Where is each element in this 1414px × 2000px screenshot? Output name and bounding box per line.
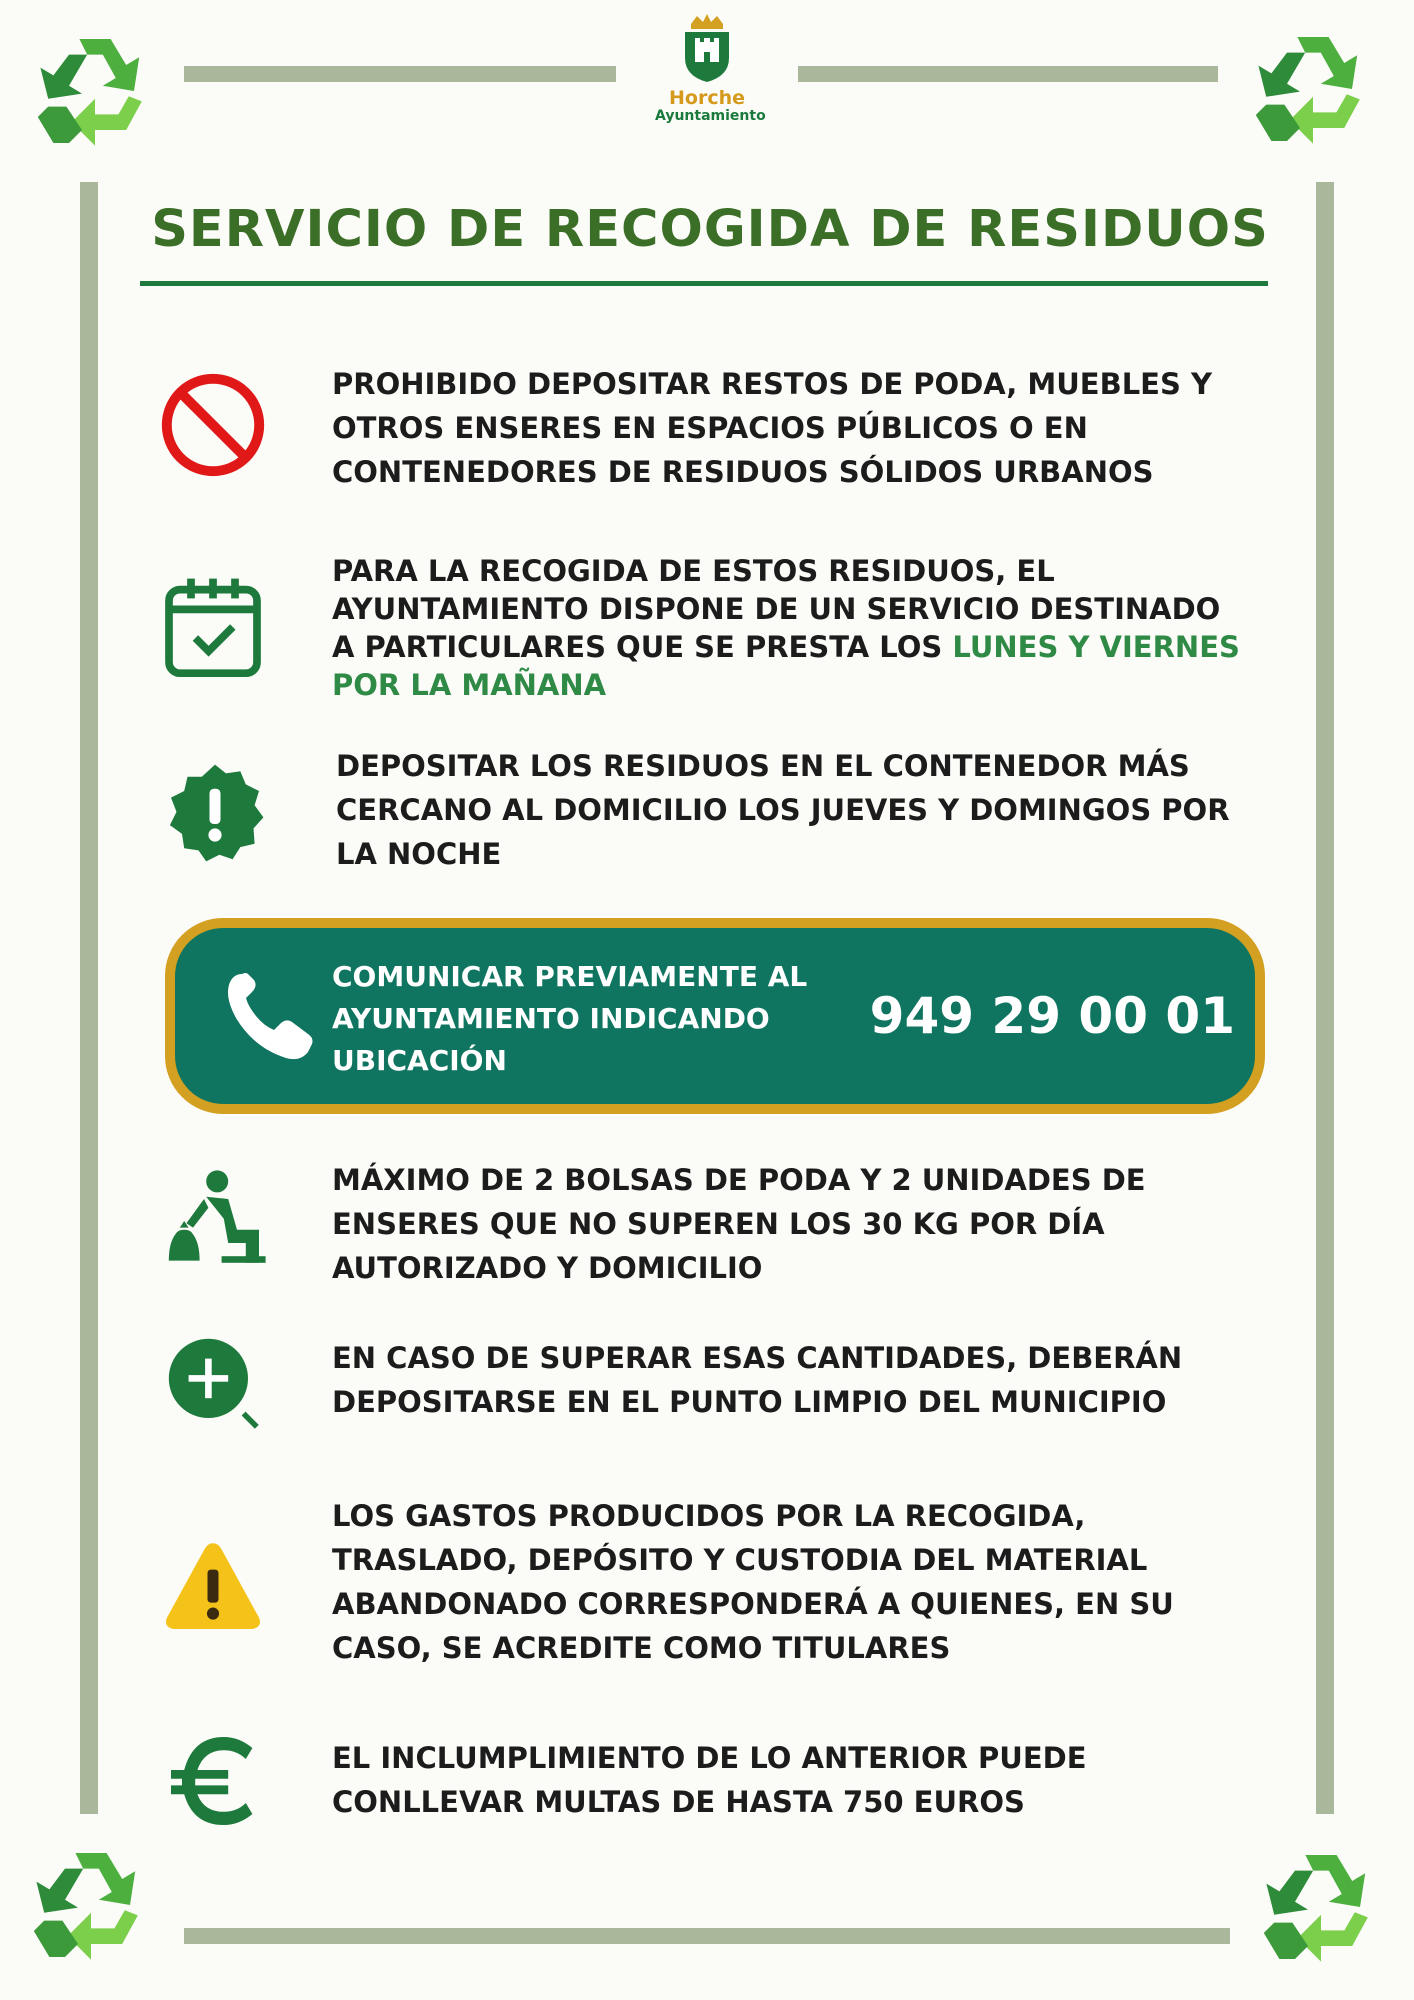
frame-bottom-bar xyxy=(184,1928,1230,1944)
recycle-icon xyxy=(1248,24,1378,154)
phone-number[interactable]: 949 29 00 01 xyxy=(869,987,1235,1045)
logo-subtitle: Ayuntamiento xyxy=(655,108,766,124)
contact-callout xyxy=(165,918,1265,1114)
schedule-highlight: LUNES Y VIERNES POR LA MAÑANA xyxy=(332,630,1240,702)
frame-left-bar xyxy=(80,182,98,1814)
recycle-icon xyxy=(30,26,160,156)
contact-text: COMUNICAR PREVIAMENTE AL AYUNTAMIENTO INDICANDO UBICACIÓN xyxy=(332,960,808,1077)
zoom-plus-icon xyxy=(160,1330,270,1440)
rule-item-text xyxy=(332,552,1252,704)
rule-item-text: LOS GASTOS PRODUCIDOS POR LA RECOGIDA, TRASLADO, DEPÓSITO Y CUSTODIA DEL MATERIAL ABANDONADO CORRESPONDERÁ A QUIENES, EN SU CASO, SE ACREDITE COMO TITULARES xyxy=(332,1499,1174,1665)
exclamation-badge-icon xyxy=(160,758,270,868)
calendar-check-icon xyxy=(158,572,268,682)
recycle-icon xyxy=(26,1840,156,1970)
rule-item-text-main: PARA LA RECOGIDA DE ESTOS RESIDUOS, EL AYUNTAMIENTO DISPONE DE UN SERVICIO DESTINADO A PARTICULARES QUE SE PRESTA LOS xyxy=(332,554,1221,664)
page-title: SERVICIO DE RECOGIDA DE RESIDUOS xyxy=(151,200,1269,259)
logo-name: Horche xyxy=(669,87,745,109)
frame-top-left-bar xyxy=(184,66,616,82)
coat-of-arms-icon xyxy=(677,14,737,84)
rule-item-text: MÁXIMO DE 2 BOLSAS DE PODA Y 2 UNIDADES DE ENSERES QUE NO SUPEREN LOS 30 KG POR DÍA AUTORIZADO Y DOMICILIO xyxy=(332,1163,1146,1285)
euro-icon xyxy=(160,1726,270,1836)
rule-item-text: EN CASO DE SUPERAR ESAS CANTIDADES, DEBERÁN DEPOSITARSE EN EL PUNTO LIMPIO DEL MUNICIPIO xyxy=(332,1341,1183,1419)
title-divider xyxy=(140,281,1268,286)
municipal-logo xyxy=(655,14,766,124)
person-bag-icon xyxy=(160,1166,270,1276)
rule-item-text: EL INCLUMPLIMIENTO DE LO ANTERIOR PUEDE CONLLEVAR MULTAS DE HASTA 750 EUROS xyxy=(332,1741,1087,1819)
warning-icon xyxy=(158,1530,268,1640)
frame-right-bar xyxy=(1316,182,1334,1814)
rule-item-text: PROHIBIDO DEPOSITAR RESTOS DE PODA, MUEBLES Y OTROS ENSERES EN ESPACIOS PÚBLICOS O EN CONTENEDORES DE RESIDUOS SÓLIDOS URBANOS xyxy=(332,367,1212,489)
prohibited-icon xyxy=(158,370,268,480)
frame-top-right-bar xyxy=(798,66,1218,82)
recycle-icon xyxy=(1256,1842,1386,1972)
phone-icon xyxy=(220,966,320,1066)
rule-item-text: DEPOSITAR LOS RESIDUOS EN EL CONTENEDOR MÁS CERCANO AL DOMICILIO LOS JUEVES Y DOMINGOS POR LA NOCHE xyxy=(336,749,1230,871)
